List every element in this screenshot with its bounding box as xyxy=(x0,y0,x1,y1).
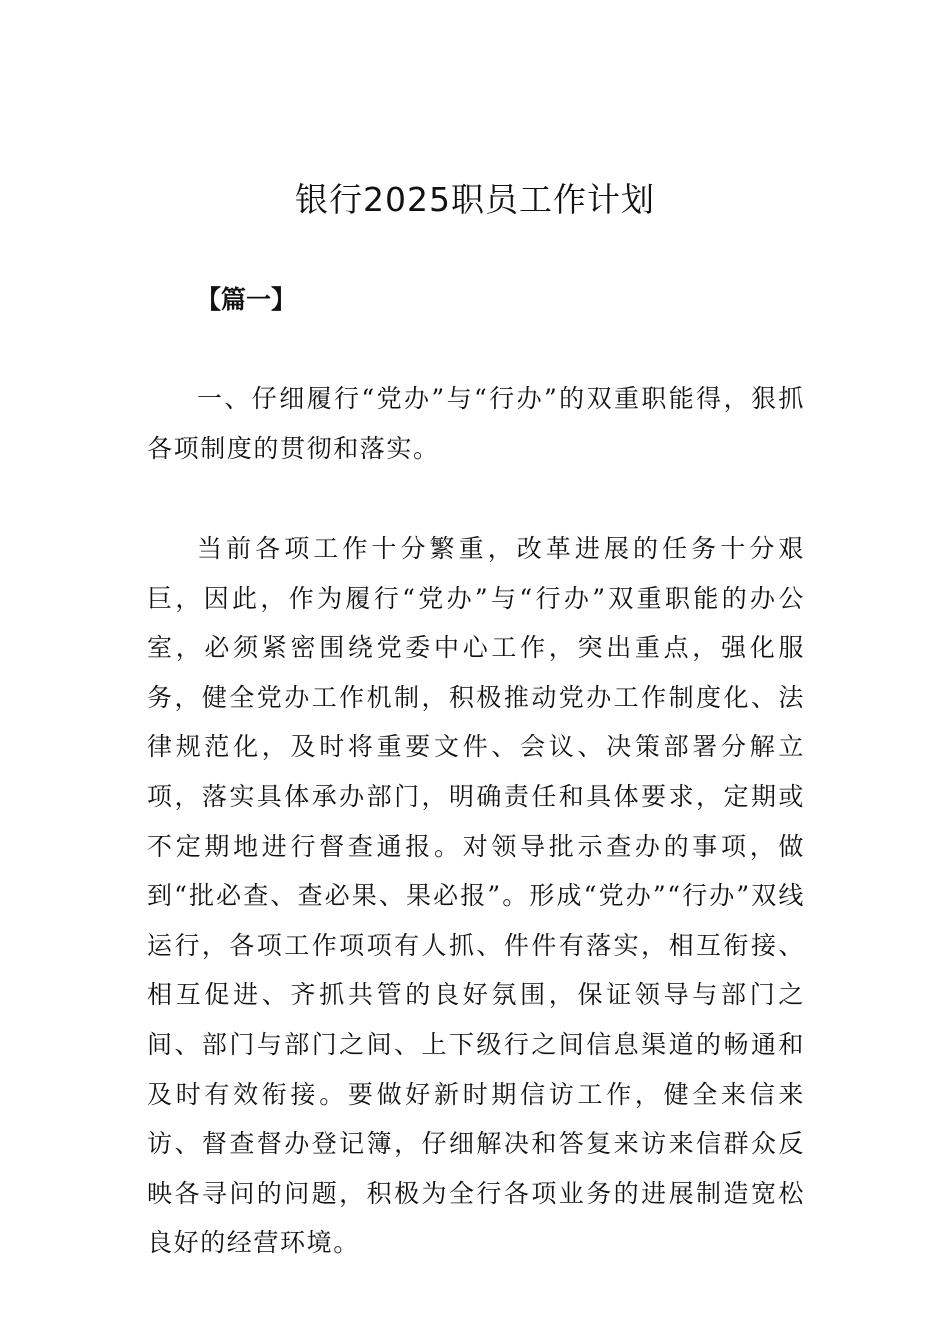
paragraph-2: 当前各项工作十分繁重，改革进展的任务十分艰巨，因此，作为履行“党办”与“行办”双重职能的办公室，必须紧密围绕党委中心工作，突出重点，强化服务，健全党办工作机制，积极推动党办工作制度化、法律规范化，及时将重要文件、会议、决策部署分解立项，落实具体承办部门，明确责任和具体要求，定期或不定期地进行督查通报。对领导批示查办的事项，做到“批必查、查必果、果必报”。形成“党办”“行办”双线运行，各项工作项项有人抓、件件有落实，相互衔接、相互促进、齐抓共管的良好氛围，保证领导与部门之间、部门与部门之间、上下级行之间信息渠道的畅通和及时有效衔接。要做好新时期信访工作，健全来信来访、督查督办登记簿，仔细解决和答复来访来信群众反映各寻问的问题，积极为全行各项业务的进展制造宽松良好的经营环境。 xyxy=(147,534,805,1258)
section-label: 【篇一】 xyxy=(196,285,297,314)
paragraph-1: 一、仔细履行“党办”与“行办”的双重职能得，狠抓各项制度的贯彻和落实。 xyxy=(147,384,805,463)
document-title: 银行2025职员工作计划 xyxy=(295,180,655,219)
